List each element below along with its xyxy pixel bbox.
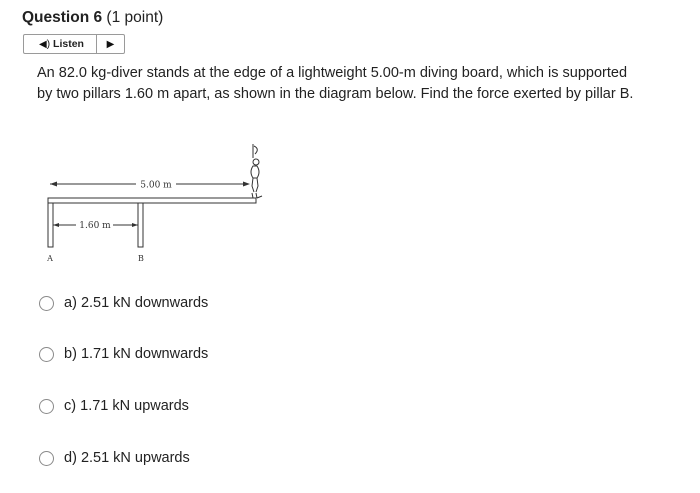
length-label: 5.00 m: [140, 180, 172, 191]
option-d[interactable]: [39, 450, 190, 466]
play-icon: ▶: [106, 38, 115, 50]
option-b-text: b) 1.71 kN downwards: [64, 346, 209, 362]
pillar-b-label: B: [138, 254, 144, 263]
pillar-a: [48, 203, 53, 247]
option-b[interactable]: [39, 346, 208, 362]
listen-widget: [23, 34, 125, 54]
question-number: Question 6: [22, 9, 103, 26]
radio-b[interactable]: [39, 347, 54, 362]
option-a[interactable]: [39, 295, 208, 311]
pillar-b: [138, 203, 143, 247]
question-text: An 82.0 kg-diver stands at the edge of a lightweight 5.00-m diving board, which is supported by two pillars 1.60 m apart, as shown in the diagram below. Find the force exerted by pillar B.: [37, 65, 634, 102]
speaker-icon: ◀︎): [39, 38, 51, 50]
length-arrow-left: [50, 182, 57, 187]
diver-icon: [251, 144, 262, 198]
question-title: [22, 9, 163, 27]
diving-board-diagram: [40, 140, 280, 265]
diving-board: [48, 198, 256, 203]
option-a-text: a) 2.51 kN downwards: [64, 295, 209, 311]
radio-a[interactable]: [39, 296, 54, 311]
radio-c[interactable]: [39, 399, 54, 414]
length-arrow-right: [243, 182, 250, 187]
listen-label: Listen: [53, 38, 84, 50]
radio-d[interactable]: [39, 451, 54, 466]
pillar-gap-label: 1.60 m: [79, 221, 111, 231]
pillar-a-label: A: [47, 254, 53, 263]
listen-button[interactable]: [24, 35, 97, 53]
question-points: (1 point): [106, 9, 164, 26]
play-button[interactable]: [97, 35, 124, 53]
option-d-text: d) 2.51 kN upwards: [64, 450, 190, 466]
option-c[interactable]: [39, 398, 189, 414]
option-c-text: c) 1.71 kN upwards: [64, 398, 189, 414]
